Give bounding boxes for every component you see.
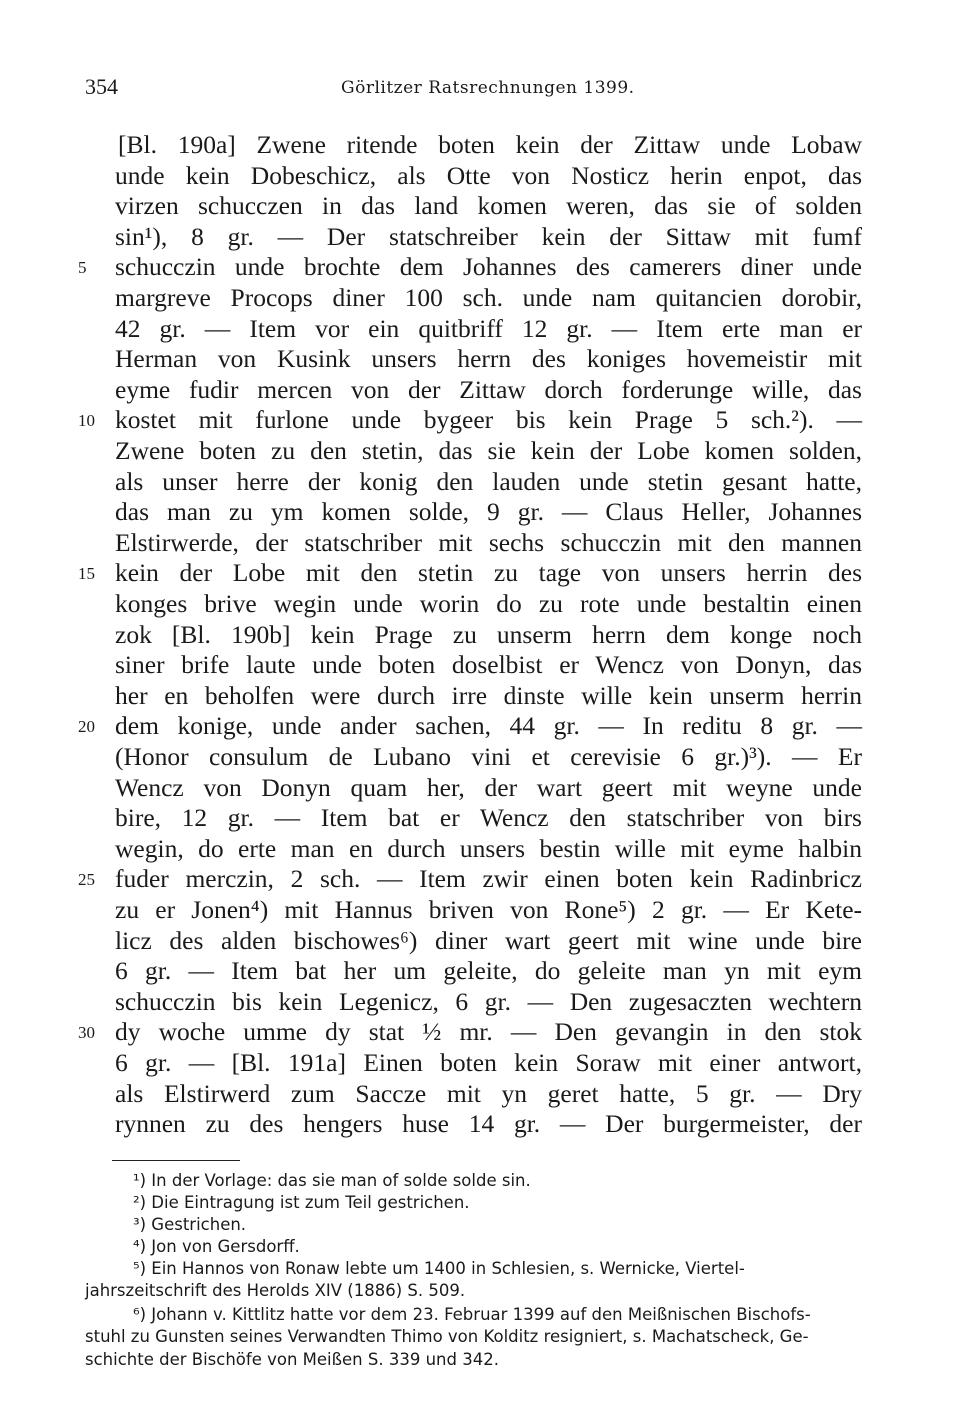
footnote-line: schichte der Bischöfe von Meißen S. 339 und 342. [85,1350,499,1369]
text-line: wegin, do erte man en durch unsers bestin wille mit eyme halbin [115,833,862,863]
text-line: (Honor consulum de Lubano vini et cerevisie 6 gr.)³). — Er [115,742,862,771]
text-line: sin¹), 8 gr. — Der statschreiber kein der Sittaw mit fumf [115,221,862,251]
text-line: zok [Bl. 190b] kein Prage zu unserm herrn dem konge noch [115,619,862,649]
text-line: Zwene boten zu den stetin, das sie kein der Lobe komen solden, [115,436,862,465]
line-number: 5 [78,258,87,278]
text-line: siner brife laute unde boten doselbist er Wencz von Donyn, das [115,650,862,680]
text-line: kein der Lobe mit den stetin zu tage von unsers herrin des [115,558,862,588]
text-line: licz des alden bischowes⁶) diner wart geert mit wine unde bire [115,925,862,955]
text-line: zu er Jonen⁴) mit Hannus briven von Rone⁵) 2 gr. — Er Kete- [115,895,862,924]
line-number: 20 [78,717,95,737]
text-line: fuder merczin, 2 sch. — Item zwir einen boten kein Radinbricz [115,864,862,894]
text-line: schucczin bis kein Legenicz, 6 gr. — Den zugesaczten wechtern [115,986,862,1016]
footnote-line: ⁴) Jon von Gersdorff. [133,1237,300,1256]
footnote-line: ⁶) Johann v. Kittlitz hatte vor dem 23. Februar 1399 auf den Meißnischen Bischofs- [133,1305,811,1324]
text-line: dy woche umme dy stat ½ mr. — Den gevangin in den stok [115,1017,862,1047]
footnote-line: ¹) In der Vorlage: das sie man of solde solde sin. [133,1171,531,1190]
text-line: margreve Procops diner 100 sch. unde nam quitancien dorobir, [115,283,862,312]
text-line: das man zu ym komen solde, 9 gr. — Claus Heller, Johannes [115,497,862,527]
text-line: Wencz von Donyn quam her, der wart geert mit weyne unde [115,772,862,802]
line-number: 30 [78,1023,95,1043]
line-number: 15 [78,564,95,584]
footnote-line: stuhl zu Gunsten seines Verwandten Thimo von Kolditz resigniert, s. Machatscheck, Ge- [85,1327,809,1346]
text-line: eyme fudir mercen von der Zittaw dorch forderunge wille, das [115,374,862,404]
footnote-separator [112,1160,240,1161]
footnote-line: ³) Gestrichen. [133,1215,247,1234]
text-line: unde kein Dobeschicz, als Otte von Nosticz herin enpot, das [115,160,862,190]
text-line: 6 gr. — [Bl. 191a] Einen boten kein Soraw mit einer antwort, [115,1048,862,1077]
line-number: 25 [78,870,95,890]
footnote-line: ⁵) Ein Hannos von Ronaw lebte um 1400 in Schlesien, s. Wernicke, Viertel- [133,1259,745,1278]
text-line: rynnen zu des hengers huse 14 gr. — Der burgermeister, der [115,1109,862,1139]
page-header [85,74,875,104]
text-line: schucczin unde brochte dem Johannes des camerers diner unde [115,252,862,282]
text-line: 6 gr. — Item bat her um geleite, do geleite man yn mit eym [115,956,862,986]
line-number: 10 [78,411,95,431]
text-line: konges brive wegin unde worin do zu rote unde bestaltin einen [115,589,862,618]
text-line: als unser herre der konig den lauden unde stetin gesant hatte, [115,466,862,496]
text-line: bire, 12 gr. — Item bat er Wencz den statschriber von birs [115,803,862,833]
text-line: 42 gr. — Item vor ein quitbriff 12 gr. — Item erte man er [115,313,862,343]
text-line: Herman von Kusink unsers herrn des koniges hovemeistir mit [115,344,862,374]
text-line: dem konige, unde ander sachen, 44 gr. — In reditu 8 gr. — [115,711,862,741]
text-line: kostet mit furlone unde bygeer bis kein Prage 5 sch.²). — [115,405,862,435]
text-line: Elstirwerde, der statschriber mit sechs schucczin mit den mannen [115,527,862,557]
text-line: als Elstirwerd zum Saccze mit yn geret hatte, 5 gr. — Dry [115,1078,862,1108]
text-line: [Bl. 190a] Zwene ritende boten kein der Zittaw unde Lobaw [118,130,862,159]
page-number: 354 [85,74,118,99]
footnote-line: ²) Die Eintragung ist zum Teil gestrichen. [133,1193,470,1212]
text-line: virzen schucczen in das land komen weren, das sie of solden [115,191,862,221]
running-title: Görlitzer Ratsrechnungen 1399. [341,78,635,98]
footnote-line: jahrszeitschrift des Herolds XIV (1886) S. 509. [85,1281,466,1300]
text-line: her en beholfen were durch irre dinste wille kein unserm herrin [115,680,862,710]
